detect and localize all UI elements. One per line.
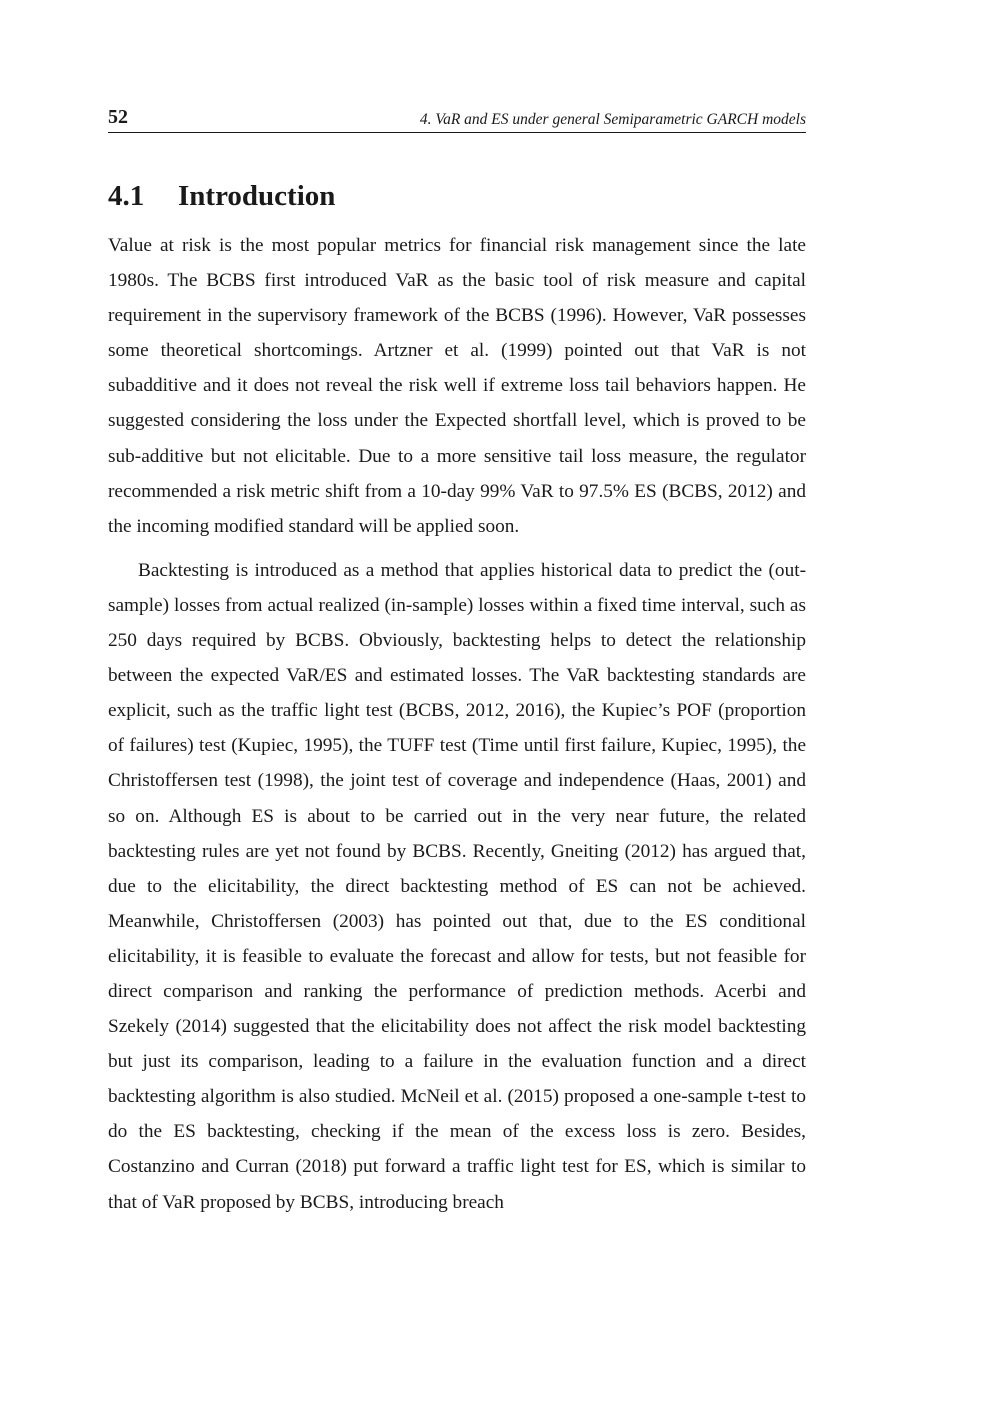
section-number: 4.1 <box>108 180 145 213</box>
chapter-title: 4. VaR and ES under general Semiparametric GARCH models <box>419 111 806 128</box>
paragraph: Value at risk is the most popular metrics for financial risk management since the late 1980s. The BCBS first introduced VaR as the basic tool of risk measure and capital requirement in the supervisory framework of the BCBS (1996). However, VaR possesses some theoretical shortcomings. Artzner et al. (1999) pointed out that VaR is not subadditive and it does not reveal the risk well if extreme loss tail behaviors happen. He suggested considering the loss under the Expected shortfall level, which is proved to be sub-additive but not elicitable. Due to a more sensitive tail loss measure, the regulator recommended a risk metric shift from a 10-day 99% VaR to 97.5% ES (BCBS, 2012) and the incoming modified standard will be applied soon. <box>108 235 806 537</box>
section-heading <box>108 180 335 213</box>
running-header <box>108 104 806 133</box>
section-title: Introduction <box>178 180 336 213</box>
page-number: 52 <box>108 106 128 128</box>
body-text <box>108 228 806 1220</box>
document-page <box>108 0 806 1414</box>
paragraph: Backtesting is introduced as a method that applies historical data to predict the (out-sample) losses from actual realized (in-sample) losses within a fixed time interval, such as 250 days required by BCBS. Obviously, backtesting helps to detect the relationship between the expected VaR/ES and estimated losses. The VaR backtesting standards are explicit, such as the traffic light test (BCBS, 2012, 2016), the Kupiec’s POF (proportion of failures) test (Kupiec, 1995), the TUFF test (Time until first failure, Kupiec, 1995), the Christoffersen test (1998), the joint test of coverage and independence (Haas, 2001) and so on. Although ES is about to be carried out in the very near future, the related backtesting rules are yet not found by BCBS. Recently, Gneiting (2012) has argued that, due to the elicitability, the direct backtesting method of ES can not be achieved. Meanwhile, Christoffersen (2003) has pointed out that, due to the ES conditional elicitability, it is feasible to evaluate the forecast and allow for tests, but not feasible for direct comparison and ranking the performance of prediction methods. Acerbi and Szekely (2014) suggested that the elicitability does not affect the risk model backtesting but just its comparison, leading to a failure in the evaluation function and a direct backtesting algorithm is also studied. McNeil et al. (2015) proposed a one-sample t-test to do the ES backtesting, checking if the mean of the excess loss is zero. Besides, Costanzino and Curran (2018) put forward a traffic light test for ES, which is similar to that of VaR proposed by BCBS, introducing breach <box>108 559 806 1213</box>
